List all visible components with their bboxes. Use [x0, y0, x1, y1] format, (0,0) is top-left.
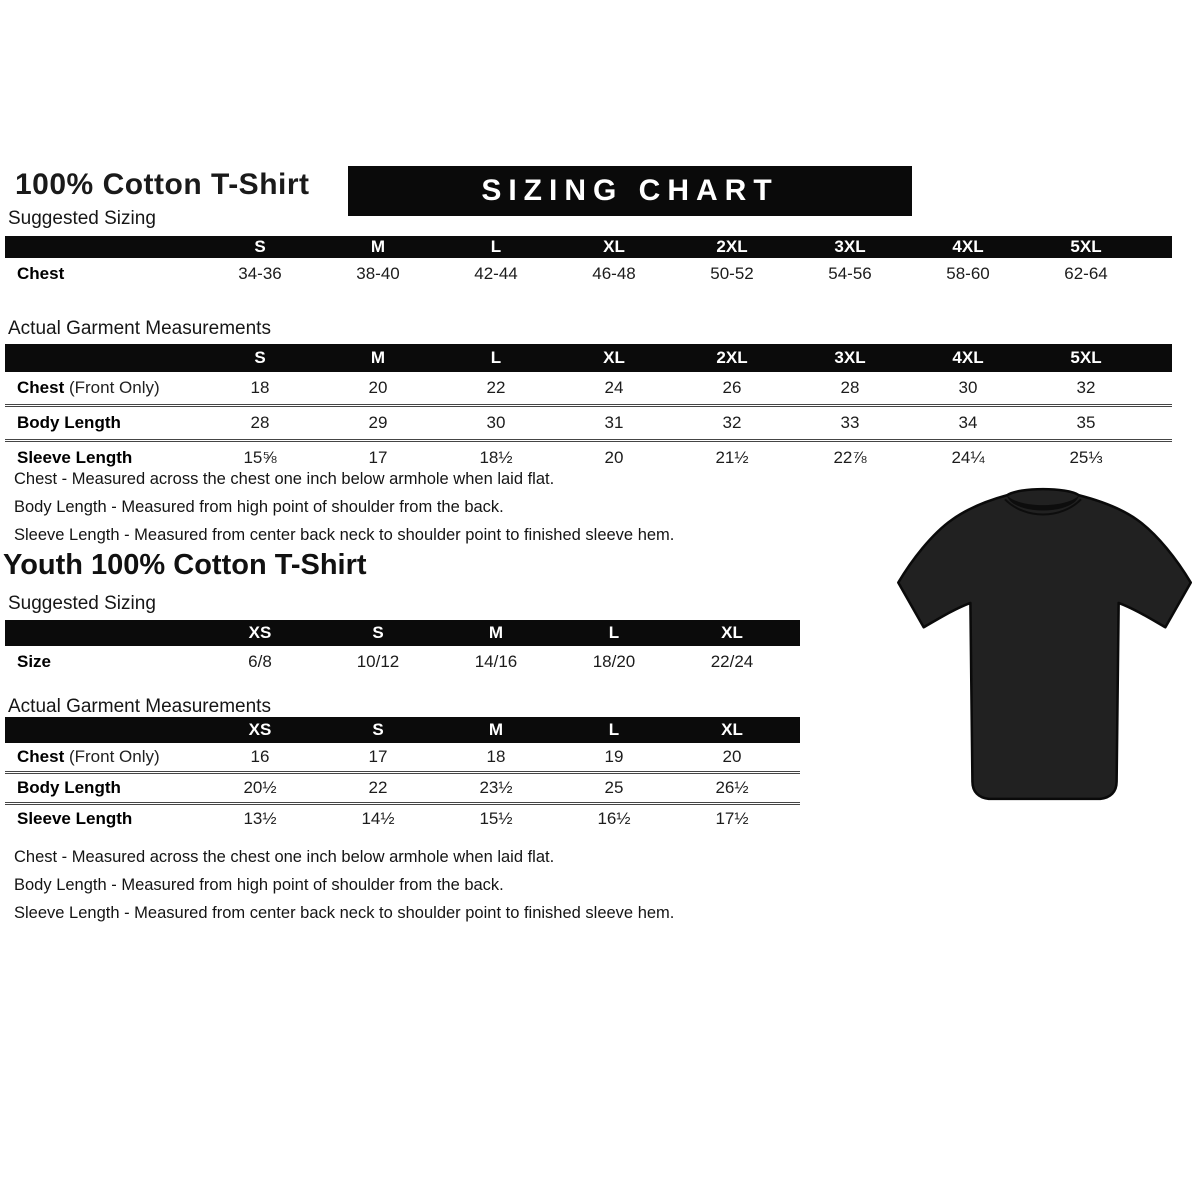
row-label-suffix: (Front Only)	[64, 378, 160, 397]
cell-value: 26	[722, 378, 742, 397]
youth-garment-measurements-label: Actual Garment Measurements	[8, 696, 271, 717]
row-label-text: Size	[17, 652, 52, 671]
adult-measurement-notes	[14, 465, 834, 549]
cell-value: 24¼	[951, 448, 985, 467]
column-header: 2XL	[716, 237, 748, 256]
cell-value: 18/20	[592, 652, 636, 671]
sizing-chart-banner-text: SIZING CHART	[481, 174, 779, 207]
column-header: L	[490, 348, 502, 367]
black-tshirt-image	[893, 479, 1193, 809]
note-body-length: Body Length - Measured from high point of shoulder from the back.	[14, 498, 504, 516]
table-row	[5, 774, 800, 805]
cell-value: 16	[250, 747, 270, 766]
cell-value: 22/24	[710, 652, 754, 671]
column-header: 4XL	[952, 348, 984, 367]
row-label	[5, 652, 201, 672]
table-header-row	[5, 620, 800, 646]
cell-value: 62-64	[1064, 264, 1108, 283]
row-label	[5, 413, 201, 433]
column-header: XL	[721, 720, 743, 739]
adult-garment-measurements-table	[5, 344, 1172, 474]
column-header: XS	[248, 720, 272, 739]
column-header: S	[372, 623, 384, 642]
column-header: XL	[721, 623, 743, 642]
sizing-chart-banner	[348, 166, 912, 216]
cell-value: 30	[486, 413, 506, 432]
cell-value: 28	[250, 413, 270, 432]
row-label-text: Chest	[17, 747, 65, 766]
tshirt-body	[898, 489, 1190, 799]
cell-value: 32	[722, 413, 742, 432]
column-header: XL	[603, 348, 625, 367]
column-header: M	[370, 237, 386, 256]
row-label	[5, 264, 201, 284]
youth-suggested-sizing-table	[5, 620, 800, 678]
table-row	[5, 372, 1172, 407]
row-label-text: Sleeve Length	[17, 809, 133, 828]
column-header: XS	[248, 623, 272, 642]
row-label-text: Sleeve Length	[17, 448, 133, 467]
table-row	[5, 743, 800, 774]
page-title: 100% Cotton T-Shirt	[15, 168, 310, 201]
cell-value: 6/8	[248, 652, 272, 671]
cell-value: 17	[368, 448, 388, 467]
cell-value: 25	[604, 778, 624, 797]
column-header: S	[254, 348, 266, 367]
column-header: 2XL	[716, 348, 748, 367]
cell-value: 18	[486, 747, 506, 766]
cell-value: 26½	[715, 778, 749, 797]
cell-value: 21½	[715, 448, 749, 467]
table-row	[5, 646, 800, 678]
column-header: M	[488, 720, 504, 739]
cell-value: 20	[604, 448, 624, 467]
cell-value: 14½	[361, 809, 395, 828]
adult-garment-measurements-label: Actual Garment Measurements	[8, 318, 271, 339]
youth-suggested-sizing-label: Suggested Sizing	[8, 593, 156, 614]
cell-value: 17	[368, 747, 388, 766]
column-header: S	[372, 720, 384, 739]
cell-value: 34-36	[238, 264, 282, 283]
cell-value: 23½	[479, 778, 513, 797]
cell-value: 10/12	[356, 652, 400, 671]
note-sleeve-length: Sleeve Length - Measured from center back neck to shoulder point to finished sleeve hem.	[14, 526, 675, 544]
column-header: L	[490, 237, 502, 256]
youth-measurement-notes	[14, 843, 834, 927]
column-header: 5XL	[1070, 237, 1102, 256]
note-chest: Chest - Measured across the chest one inch below armhole when laid flat.	[14, 848, 555, 866]
cell-value: 22⅞	[833, 448, 867, 467]
cell-value: 28	[840, 378, 860, 397]
cell-value: 54-56	[828, 264, 872, 283]
row-label-suffix: (Front Only)	[64, 747, 160, 766]
cell-value: 35	[1076, 413, 1096, 432]
cell-value: 31	[604, 413, 624, 432]
cell-value: 25⅓	[1069, 448, 1103, 467]
cell-value: 42-44	[474, 264, 518, 283]
cell-value: 20	[722, 747, 742, 766]
column-header: S	[254, 237, 266, 256]
cell-value: 24	[604, 378, 624, 397]
cell-value: 15⅝	[243, 448, 277, 467]
note-body-length: Body Length - Measured from high point of shoulder from the back.	[14, 876, 504, 894]
column-header: 4XL	[952, 237, 984, 256]
column-header: 3XL	[834, 348, 866, 367]
cell-value: 20½	[243, 778, 277, 797]
row-label-text: Body Length	[17, 413, 121, 432]
cell-value: 13½	[243, 809, 277, 828]
cell-value: 33	[840, 413, 860, 432]
cell-value: 32	[1076, 378, 1096, 397]
table-header-row	[5, 344, 1172, 372]
row-label	[5, 778, 201, 798]
cell-value: 14/16	[474, 652, 518, 671]
column-header: M	[488, 623, 504, 642]
cell-value: 58-60	[946, 264, 990, 283]
note-sleeve-length: Sleeve Length - Measured from center back neck to shoulder point to finished sleeve hem.	[14, 904, 675, 922]
row-label-text: Body Length	[17, 778, 121, 797]
cell-value: 34	[958, 413, 978, 432]
column-header: XL	[603, 237, 625, 256]
youth-garment-measurements-table	[5, 717, 800, 833]
cell-value: 19	[604, 747, 624, 766]
column-header: 3XL	[834, 237, 866, 256]
cell-value: 16½	[597, 809, 631, 828]
cell-value: 22	[486, 378, 506, 397]
cell-value: 50-52	[710, 264, 754, 283]
cell-value: 18	[250, 378, 270, 397]
table-row	[5, 407, 1172, 442]
cell-value: 15½	[479, 809, 513, 828]
adult-suggested-sizing-table	[5, 236, 1172, 290]
column-header: M	[370, 348, 386, 367]
table-header-row	[5, 717, 800, 743]
table-row	[5, 258, 1172, 290]
cell-value: 29	[368, 413, 388, 432]
row-label-text: Chest	[17, 378, 65, 397]
row-label	[5, 809, 201, 829]
row-label-text: Chest	[17, 264, 65, 283]
adult-suggested-sizing-label: Suggested Sizing	[8, 208, 156, 229]
column-header: 5XL	[1070, 348, 1102, 367]
cell-value: 20	[368, 378, 388, 397]
note-chest: Chest - Measured across the chest one inch below armhole when laid flat.	[14, 470, 555, 488]
cell-value: 17½	[715, 809, 749, 828]
table-row	[5, 805, 800, 833]
column-header: L	[608, 623, 620, 642]
row-label	[5, 378, 201, 398]
cell-value: 30	[958, 378, 978, 397]
table-header-row	[5, 236, 1172, 258]
cell-value: 18½	[479, 448, 513, 467]
cell-value: 22	[368, 778, 388, 797]
cell-value: 46-48	[592, 264, 636, 283]
cell-value: 38-40	[356, 264, 400, 283]
youth-title: Youth 100% Cotton T-Shirt	[3, 549, 367, 581]
row-label	[5, 747, 201, 767]
column-header: L	[608, 720, 620, 739]
